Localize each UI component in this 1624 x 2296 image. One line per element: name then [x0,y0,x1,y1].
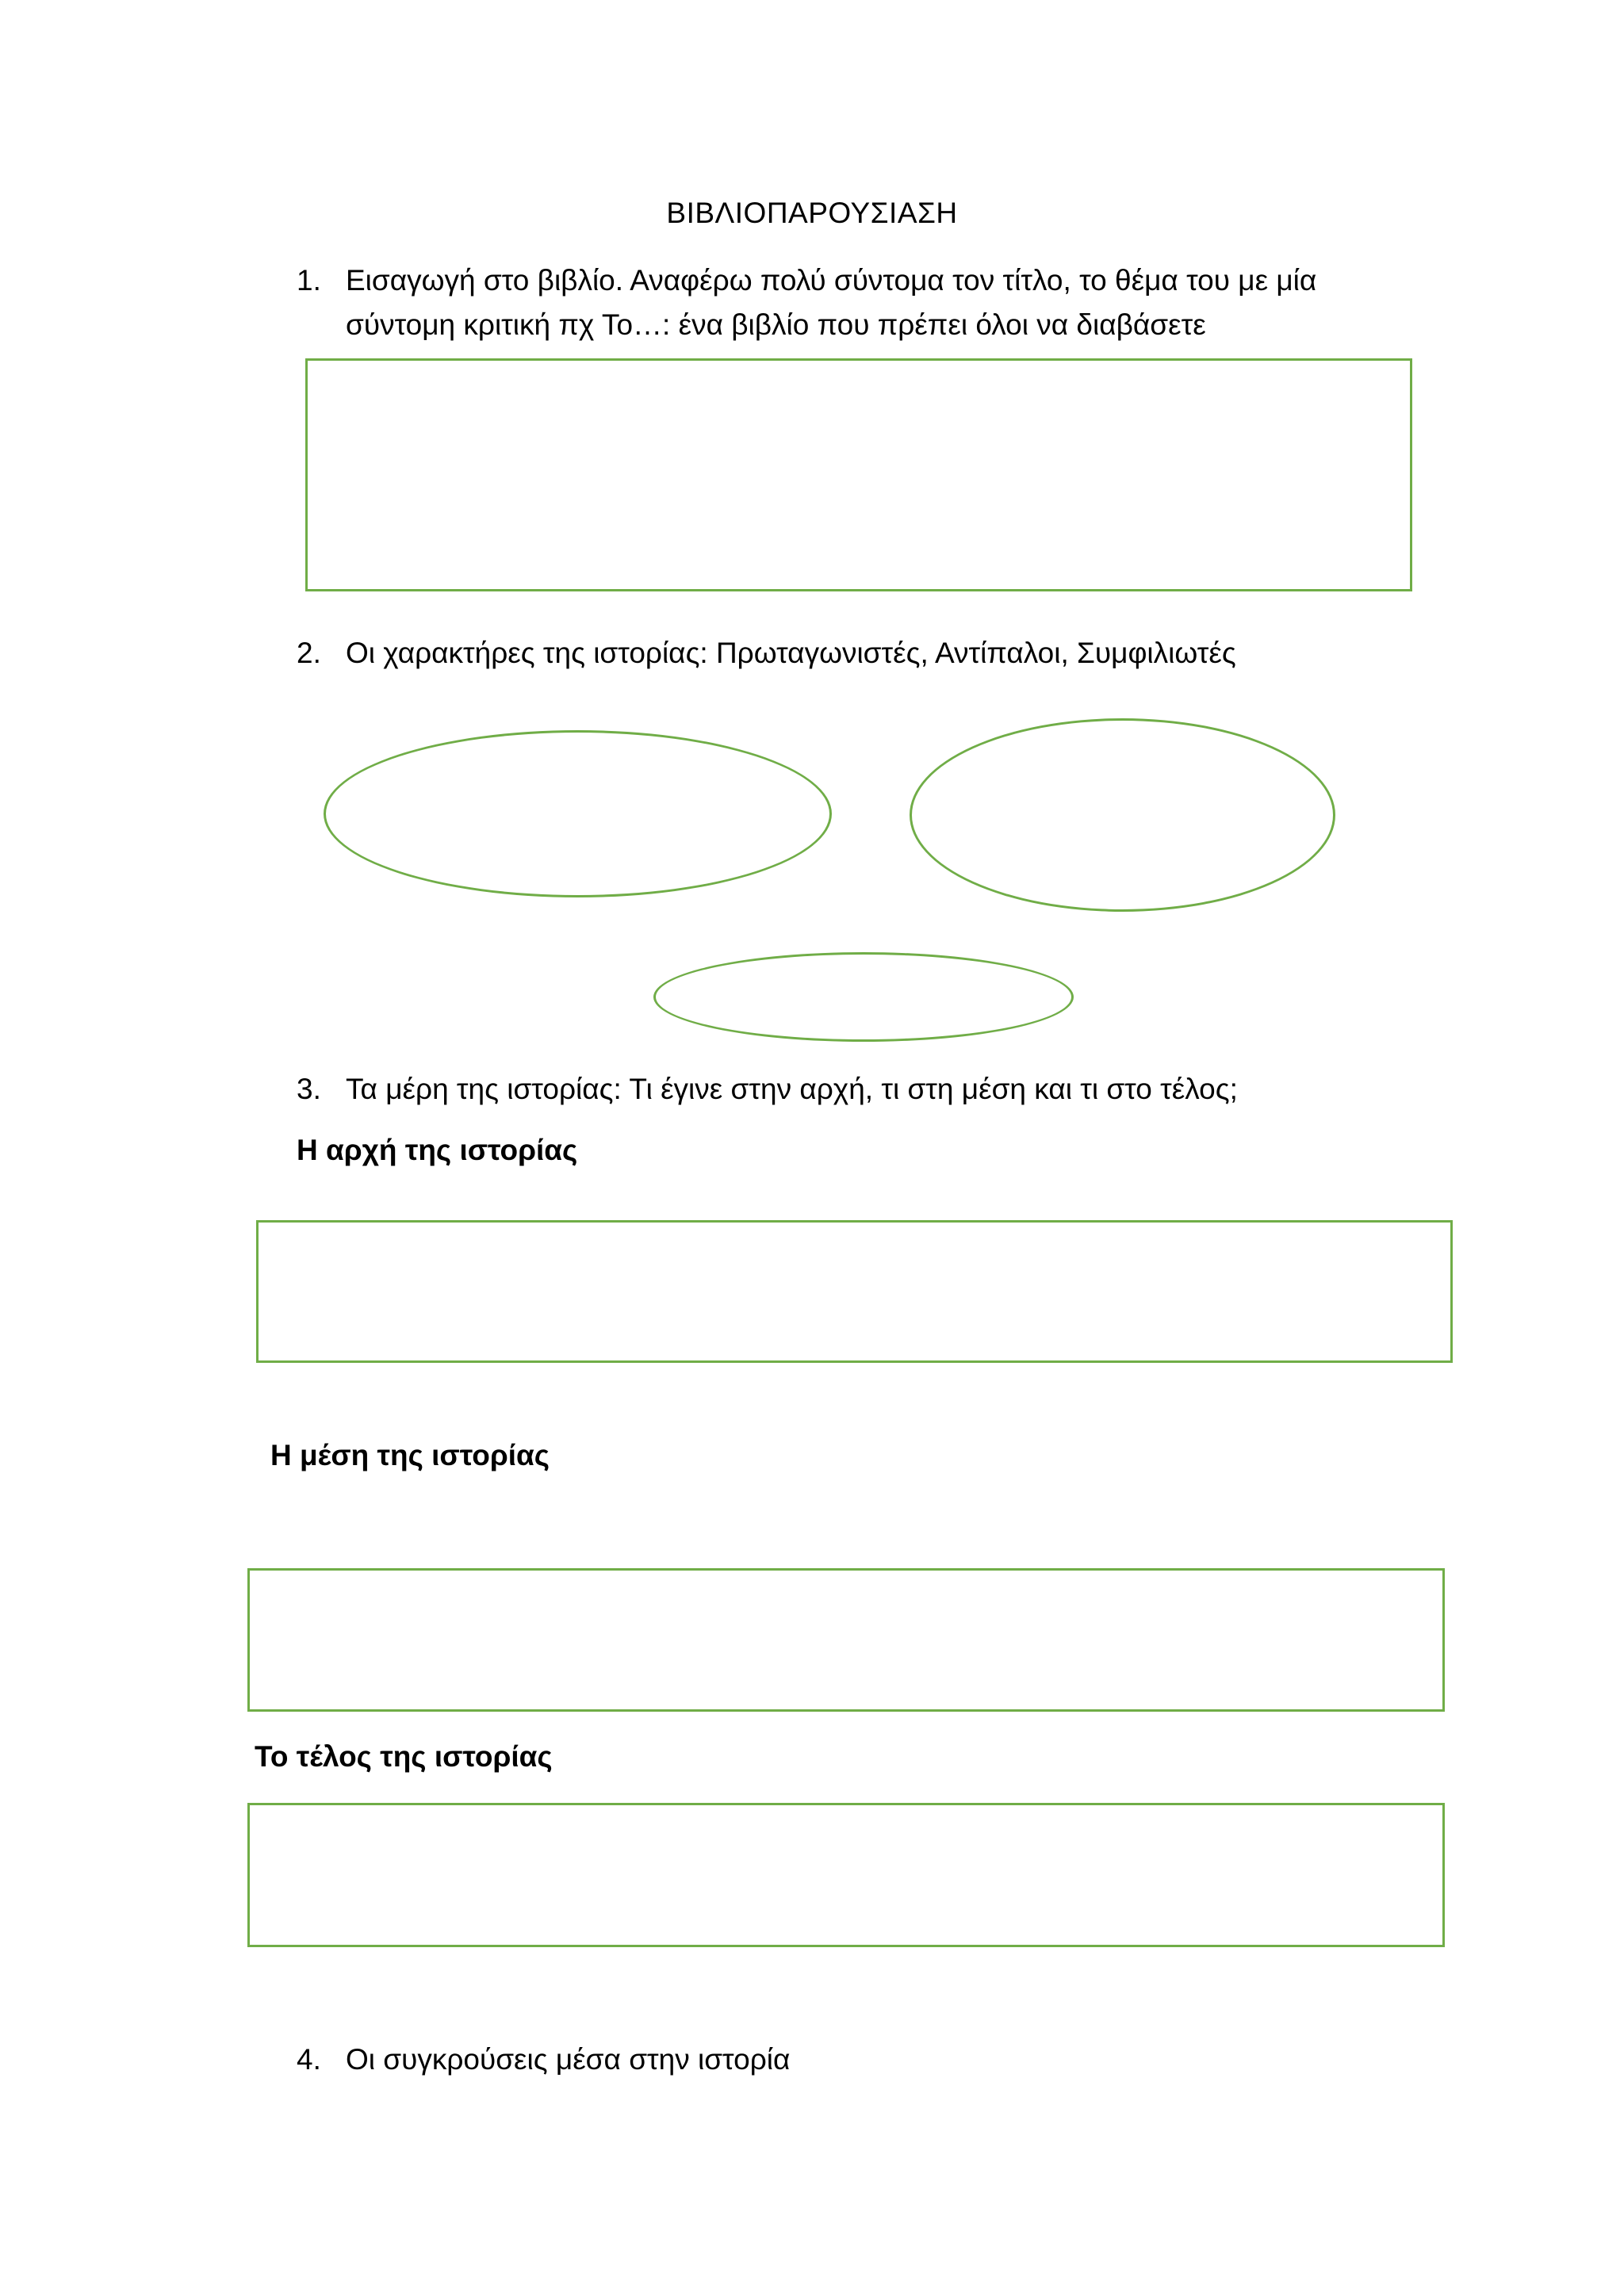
list-item-text-line1: Οι συγκρούσεις μέσα στην ιστορία [346,2043,791,2076]
character-oval-bottom[interactable] [653,952,1074,1042]
list-item-2 [297,631,1407,679]
character-oval-right[interactable] [910,718,1335,912]
list-item-text-line1: Τα μέρη της ιστορίας: Τι έγινε στην αρχή, τι στη μέση και τι στο τέλος; [346,1073,1238,1105]
introduction-answer-box[interactable] [305,358,1412,591]
list-item-text-line2: σύντομη κριτική πχ Το…: ένα βιβλίο που πρέπει όλοι να διαβάσετε [346,308,1206,341]
list-item-number: 4. [297,2043,321,2076]
list-item-text-line1: Εισαγωγή στο βιβλίο. Αναφέρω πολύ σύντομα τον τίτλο, το θέμα του με μία [346,264,1317,297]
subheading-beginning: Η αρχή της ιστορίας [297,1134,578,1166]
list-item-text-line1: Οι χαρακτήρες της ιστορίας: Πρωταγωνιστές, Αντίπαλοι, Συμφιλιωτές [346,637,1236,669]
list-item-4 [297,2038,1407,2085]
subheading-end: Το τέλος της ιστορίας [255,1740,553,1773]
beginning-answer-box[interactable] [256,1220,1453,1363]
middle-answer-box[interactable] [247,1568,1445,1712]
subheading-middle: Η μέση της ιστορίας [270,1439,550,1471]
page-title: ΒΙΒΛΙΟΠΑΡΟΥΣΙΑΣΗ [666,197,958,229]
list-item-3 [297,1067,1407,1115]
list-item-1 [297,258,1407,354]
end-answer-box[interactable] [247,1803,1445,1947]
character-oval-left[interactable] [324,730,832,897]
list-item-number: 2. [297,637,321,669]
list-item-number: 1. [297,264,321,297]
list-item-number: 3. [297,1073,321,1105]
